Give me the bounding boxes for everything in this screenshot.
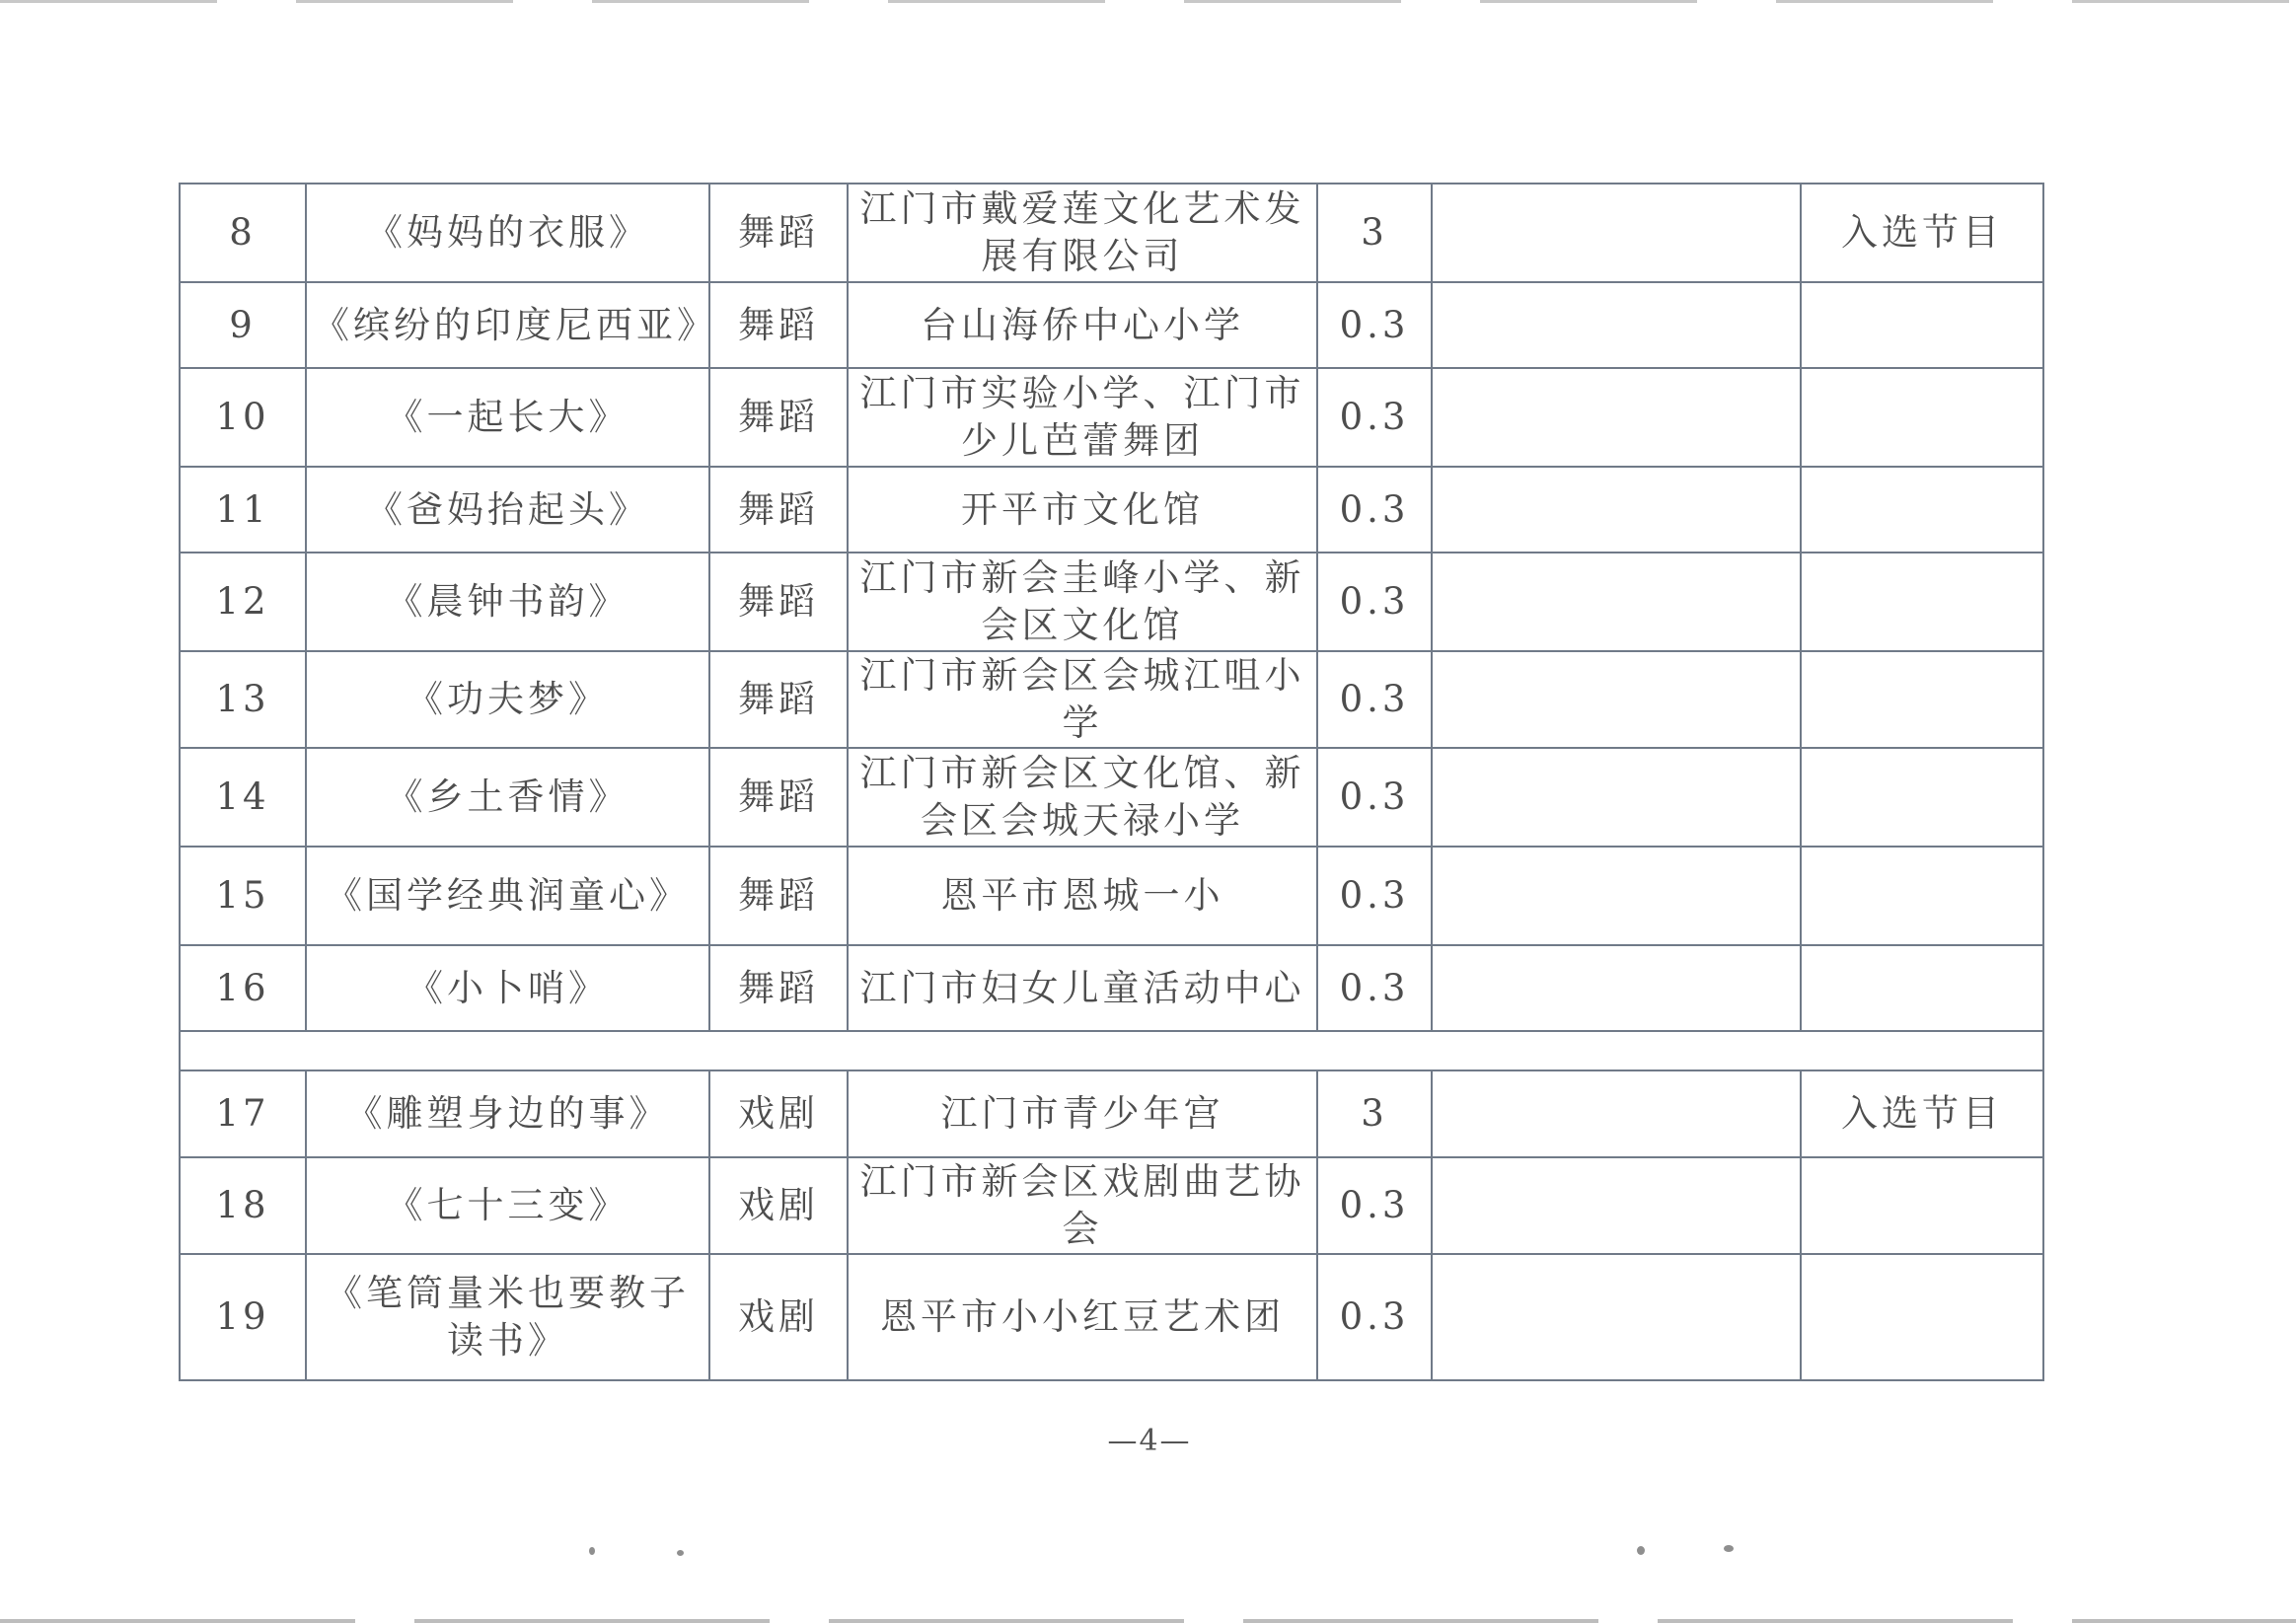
scan-speck: [677, 1550, 684, 1556]
program-category: 舞蹈: [709, 945, 848, 1031]
program-col6: [1432, 651, 1801, 748]
program-table: [179, 183, 2044, 1381]
table-row: [180, 1157, 2043, 1254]
program-note: [1801, 847, 2043, 945]
program-unit: 恩平市恩城一小: [848, 847, 1317, 945]
program-category: 戏剧: [709, 1254, 848, 1380]
program-fund: 0.3: [1317, 1254, 1432, 1380]
program-title: 《笔筒量米也要教子读书》: [306, 1254, 709, 1380]
program-title: 《雕塑身边的事》: [306, 1070, 709, 1157]
row-number: 9: [180, 282, 306, 368]
program-note: [1801, 467, 2043, 553]
program-unit: 江门市新会区会城江咀小学: [848, 651, 1317, 748]
program-fund: 0.3: [1317, 368, 1432, 467]
row-number: 18: [180, 1157, 306, 1254]
program-note: [1801, 282, 2043, 368]
program-fund: 0.3: [1317, 945, 1432, 1031]
row-number: 16: [180, 945, 306, 1031]
program-title: 《妈妈的衣服》: [306, 184, 709, 282]
program-category: 舞蹈: [709, 748, 848, 847]
section-divider-row: [180, 1031, 2043, 1070]
program-unit: 开平市文化馆: [848, 467, 1317, 553]
program-title: 《缤纷的印度尼西亚》: [306, 282, 709, 368]
program-unit: 台山海侨中心小学: [848, 282, 1317, 368]
program-title: 《国学经典润童心》: [306, 847, 709, 945]
table-row: [180, 1070, 2043, 1157]
program-fund: 3: [1317, 184, 1432, 282]
program-col6: [1432, 282, 1801, 368]
program-unit: 江门市戴爱莲文化艺术发展有限公司: [848, 184, 1317, 282]
row-number: 11: [180, 467, 306, 553]
table-row: [180, 847, 2043, 945]
table-row: [180, 553, 2043, 651]
program-col6: [1432, 184, 1801, 282]
program-col6: [1432, 945, 1801, 1031]
program-category: 舞蹈: [709, 553, 848, 651]
program-title: 《小卜哨》: [306, 945, 709, 1031]
scan-speck: [1724, 1545, 1734, 1552]
program-col6: [1432, 748, 1801, 847]
scan-speck: [589, 1547, 595, 1555]
program-note: [1801, 651, 2043, 748]
program-title: 《晨钟书韵》: [306, 553, 709, 651]
program-fund: 0.3: [1317, 847, 1432, 945]
program-category: 舞蹈: [709, 651, 848, 748]
row-number: 19: [180, 1254, 306, 1380]
program-title: 《乡土香情》: [306, 748, 709, 847]
program-note: 入选节目: [1801, 1070, 2043, 1157]
table-row: [180, 748, 2043, 847]
program-col6: [1432, 467, 1801, 553]
program-fund: 0.3: [1317, 553, 1432, 651]
table-row: [180, 1254, 2043, 1380]
program-category: 舞蹈: [709, 282, 848, 368]
program-note: [1801, 1157, 2043, 1254]
program-col6: [1432, 847, 1801, 945]
program-unit: 江门市实验小学、江门市少儿芭蕾舞团: [848, 368, 1317, 467]
table-row: [180, 467, 2043, 553]
table-row: [180, 282, 2043, 368]
program-title: 《功夫梦》: [306, 651, 709, 748]
program-category: 戏剧: [709, 1070, 848, 1157]
row-number: 14: [180, 748, 306, 847]
program-unit: 江门市新会区戏剧曲艺协会: [848, 1157, 1317, 1254]
program-col6: [1432, 1157, 1801, 1254]
scan-edge-top: [0, 0, 2296, 3]
program-category: 舞蹈: [709, 847, 848, 945]
table-row: [180, 368, 2043, 467]
program-title: 《一起长大》: [306, 368, 709, 467]
scan-edge-bottom: [0, 1619, 2296, 1623]
program-note: [1801, 1254, 2043, 1380]
program-note: [1801, 748, 2043, 847]
program-col6: [1432, 553, 1801, 651]
program-unit: 恩平市小小红豆艺术团: [848, 1254, 1317, 1380]
program-unit: 江门市青少年宫: [848, 1070, 1317, 1157]
program-fund: 0.3: [1317, 282, 1432, 368]
program-unit: 江门市新会区文化馆、新会区会城天禄小学: [848, 748, 1317, 847]
program-title: 《七十三变》: [306, 1157, 709, 1254]
program-note: 入选节目: [1801, 184, 2043, 282]
program-category: 舞蹈: [709, 184, 848, 282]
program-fund: 0.3: [1317, 651, 1432, 748]
row-number: 13: [180, 651, 306, 748]
row-number: 17: [180, 1070, 306, 1157]
program-unit: 江门市妇女儿童活动中心: [848, 945, 1317, 1031]
program-note: [1801, 553, 2043, 651]
program-col6: [1432, 368, 1801, 467]
program-fund: 3: [1317, 1070, 1432, 1157]
scan-speck: [1637, 1546, 1645, 1555]
program-category: 戏剧: [709, 1157, 848, 1254]
row-number: 15: [180, 847, 306, 945]
section-divider: [180, 1031, 2043, 1070]
table-row: [180, 651, 2043, 748]
program-fund: 0.3: [1317, 748, 1432, 847]
program-col6: [1432, 1254, 1801, 1380]
table-row: [180, 184, 2043, 282]
table-row: [180, 945, 2043, 1031]
program-note: [1801, 368, 2043, 467]
program-fund: 0.3: [1317, 1157, 1432, 1254]
program-fund: 0.3: [1317, 467, 1432, 553]
row-number: 12: [180, 553, 306, 651]
program-col6: [1432, 1070, 1801, 1157]
page-number: —4—: [1107, 1424, 1192, 1458]
row-number: 10: [180, 368, 306, 467]
program-category: 舞蹈: [709, 368, 848, 467]
program-note: [1801, 945, 2043, 1031]
row-number: 8: [180, 184, 306, 282]
program-title: 《爸妈抬起头》: [306, 467, 709, 553]
program-unit: 江门市新会圭峰小学、新会区文化馆: [848, 553, 1317, 651]
program-category: 舞蹈: [709, 467, 848, 553]
